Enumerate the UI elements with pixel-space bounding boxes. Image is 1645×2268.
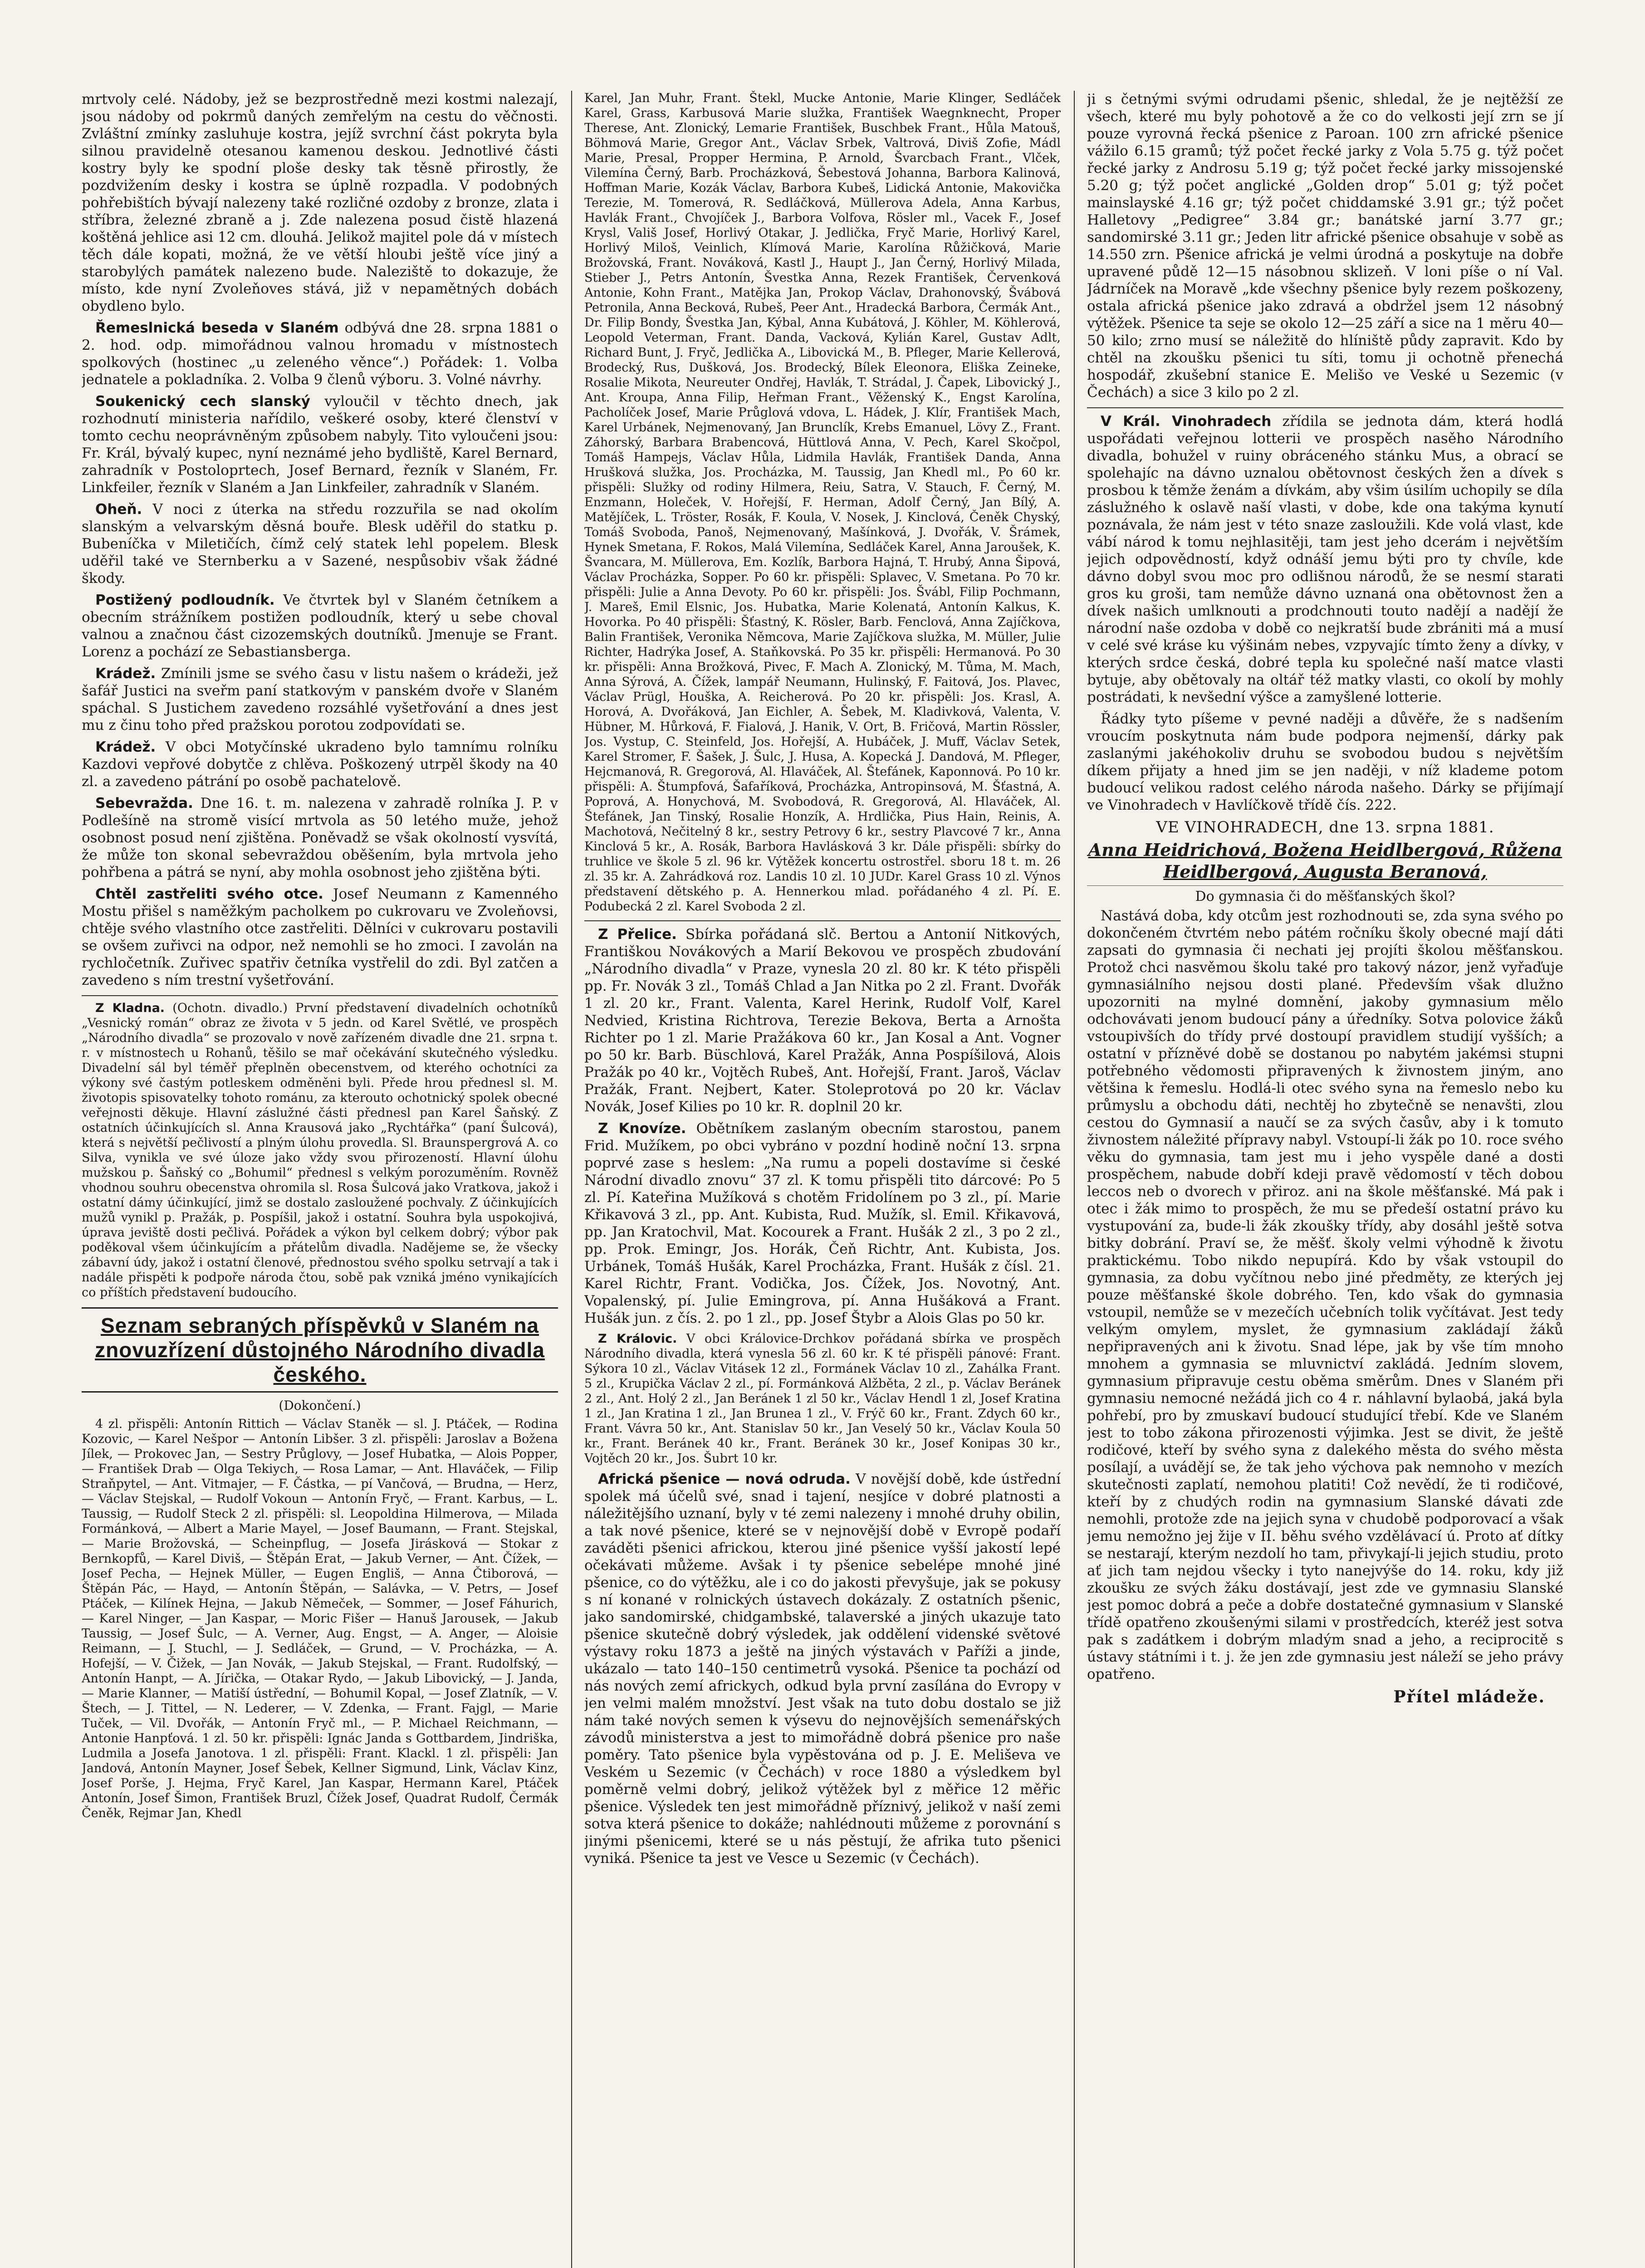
column-2 [584, 91, 1061, 2268]
lead-postizeny: Postižený podloudník. [95, 592, 275, 608]
article-vinohrady [1087, 413, 1563, 706]
article-intro: mrtvoly celé. Nádoby, jež se bezprostředně mezi kostmi nalezají, jsou nádoby od pokrmů daných zemřelým na cestu do věčnosti. Zvláštní zmínky zasluhuje kostra, jejíž svrchní část pokryta byla silnou pravidelně otesanou kamenou deskou. Jednotlivé části kostry byly ke spodní ploše desky tak těsně přirostly, že pozdvižením desky i kostra se úplně rozpadla. V podobných pohřebištích bývají nalezeny také rozličné ozdoby z bronze, zlata i stříbra, železné zbraně a j. Zde nalezena posud čistě hlazená koštěná jehlice asi 12 cm. dlouhá. Jelikož majitel pole dá v místech těch dále kopati, možná, že ve větší hloubi ještě více jiný a starobylých památek nalezeno bude. Naleziště to dokazuje, že místo, kde nyní Zvoleňoves stává, již v nepamětných dobách obydleno bylo. [82, 91, 558, 314]
separator [82, 995, 558, 996]
signature: Přítel mládeže. [1393, 1687, 1545, 1706]
seznam-banner: Seznam sebraných příspěvků v Slaném na znovuzřízení důstojného Národního divadla českého. [82, 1307, 558, 1393]
text-knovize: Obětníkem zaslaným obecním starostou, panem Frid. Mužíkem, po obci vybráno v pozdní hodině noční 13. srpna poprvé zase s heslem: „Na rumu a popeli dostavíme si české Národní divadlo znovu“ 37 zl. K tomu přispěli tito dárcové: Po 5 zl. Pí. Kateřina Mužíková s chotěm Fridolínem po 3 zl., pí. Marie Křikavová 3 zl., pp. Ant. Kubista, Rud. Mužík, sl. Emil. Křikavová, pp. Jan Kratochvil, Mat. Kocourek a Frant. Hušák 2 zl., 3 po 2 zl., pp. Prok. Emingr, Jos. Horák, Čeň Richtr, Ant. Kubista, Jos. Urbánek, Tomáš Hušák, Karel Procházka, Frant. Hušák z čísl. 21. Karel Richtr, Frant. Vodička, Jos. Čížek, Jos. Novotný, Ant. Vopalenský, pí. Julie Emingrova, pí. Anna Hušáková a Frant. Hušák jun. z čís. 2. po 1 zl., pp. Josef Štybr a Alois Glas po 50 kr. [584, 1120, 1061, 1326]
lead-kladno: Z Kladna. [95, 1001, 165, 1015]
article-knovize [584, 1120, 1061, 1327]
column-3 [1087, 91, 1563, 2268]
lead-soukenicky: Soukenický cech slanský [95, 393, 310, 410]
lead-psenice: Africká pšenice — nová odruda. [598, 1471, 851, 1487]
article-ohen [82, 501, 558, 587]
lead-kradez-1: Krádež. [95, 665, 156, 682]
article-chtel [82, 885, 558, 989]
article-prelice [584, 926, 1061, 1115]
text-beseda: odbývá dne 28. srpna 1881 o 2. hod. odp. mimořádnou valnou hromadu v místnostech spolkových (hostinec „u zeleného věnce“.) Pořádek: 1. Volba jednatele a pokladníka. 2. Volba 9 členů výboru. 3. Volné návrhy. [82, 320, 558, 388]
lead-ohen: Oheň. [95, 501, 142, 518]
text-postizeny: Ve čtvrtek byl v Slaném četníkem a obecním strážníkem postižen podloudník, který u sebe choval valnou a značnou část cizozemských doutníků. Jmenuje se Frant. Lorenz a pochází ze Sebastiansberga. [82, 592, 558, 660]
text-soukenicky: vyloučil v těchto dnech, jak rozhodnutí ministeria nařídilo, veškeré osoby, které členství v tomto cechu neoprávněným způsobem nabyly. Tito vyloučeni jsou: Fr. Král, bývalý kupec, nyní neznámé jeho bydliště, Karel Bernard, zahradník v Postoloprtech, Josef Bernard, řezník v Slaném, Fr. Linkfeiler, řezník v Slaném a Jan Linkfeiler, zahradník v Slaném. [82, 393, 558, 496]
article-psenice [584, 1471, 1061, 1867]
article-kradez-2 [82, 738, 558, 790]
lead-vinohrady: V Král. Vinohradech [1101, 413, 1272, 430]
article-psenice-cont: ji s četnými svými odrudami pšenic, shledal, že je nejtěžší ze všech, které mu byly pohotově a že co do velkosti její zrn se jí pouze vyrovná řecká pšenice z Paroan. 100 zrn africké pšenice vážilo 6.15 gramů; týž počet řecké jarky z Vola 5.75 g. týž počet řecké jarky z Androsu 5.19 g; týž počet řecké jarky missojenské 5.20 g; týž počet anglické „Golden drop“ 5.01 g; týž počet mainslayské 4.16 gr; týž počet chiddamské 3.91 gr.; týž počet Halletovy „Pedigree“ 3.84 gr.; banátské jarní 3.77 gr.; sandomirské 3.11 gr.; Jeden litr africké pšenice obsahuje v sobě as 14.550 zrn. Pšenice africká je velmi úrodná a poskytuje na dobře upravené půdě 12—15 násobnou sklizeň. V loni píše o ní Val. Jádrníček na Moravě „kde všechny pšenice byly rezem poškozeny, ostala africká pšenice jako zdravá a obdržel jsem 12 násobný výtěžek. Pšenice ta seje se okolo 12—25 září a sice na 1 měru 40—50 kilo; zrno musí se náležitě do hlíniště půdy zapravit. Kdo by chtěl na zkoušku pšenici tu síti, tomu ji ochotně přenechá hospodář, zkušební stanice E. Melišo ve Veské u Sezemic (v Čechách) a sice 3 kilo po 2 zl. [1087, 91, 1563, 401]
lead-beseda: Řemeslnická beseda v Slaném [95, 320, 339, 336]
columns [82, 91, 1563, 2268]
text-ohen: V noci z úterka na středu rozzuřila se nad okolím slanským a velvarským děsná bouře. Blesk uděřil do statku p. Bubeníčka v Miletičích, čímž celý statek lehl popelem. Blesk uděřil také ve Sternberku a v Sazené, nespůsobiv však žádné škody. [82, 501, 558, 587]
text-kladno: (Ochotn. divadlo.) První představení divadelních ochotníků „Vesnický román“ obraz ze života v 5 jedn. od Karel Světlé, ve prospěch „Národního divadla“ se prozovalo v nově zařízeném divadle dne 21. srpna t. r. v místnostech u Rohanů, těšilo se mař očekávání skutečného výsledku. Divadelní sál byl téměř přeplněn obecenstvem, od kterého ochotníci za výkony své častým potleskem odměněni byli. Přede hrou přednesl sl. M. životopis spisovatelky tohoto románu, za kterouto ochotnický spolek obecné veřejnosti děkuje. Hlavní záslužné části přednesl pan Karel Šaňský. Z ostatních účinkujících sl. Anna Krausová jako „Rychtářka“ (paní Šulcová), která s největší pečlivostí a plným úlohu provedla. Sl. Braunspergrová A. co Silva, vynikla ve své úloze jako vždy svou přirozeností. Hlavní úlohu mužskou p. Šaňský co „Bohumil“ přednesl s velkým porozuměním. Rovněž vhodnou souhru obecenstva ohromila sl. Rosa Šulcová jako Vratkova, jakož i ostatní dámy účinkující, jimž se dostalo zasloužené pochvaly. Z účinkujících mužů vynikl p. Pražák, p. Pospíšil, jakož i ostatní. Souhra byla uspokojivá, úprava jeviště dosti pečlivá. Pořádek a výkon byl celkem dobrý; výbor pak poděkoval všem účinkujícím a přátelům divadla. Nadějeme se, že všecky zábavní údy, jakož i ostatní členové, přednostou svého spolku setrvají a tak i nadále přispěti k podpoře národa čtou, sobě pak vzniká jméno vynikajících co příštích představení budoucího. [82, 1001, 558, 1300]
text-kradez-1: Zmínili jsme se svého času v listu našem o krádeži, jež šafář Justici na sveřm paní statkovým v panském dvoře v Slaném spáchal. S Justichem zavedeno rozsáhlé vyšetřování a dnes jest mu z činu toho před pražskou porotou zodpovídati se. [82, 665, 558, 733]
article-gymnasium: Nastává doba, kdy otcům jest rozhodnouti se, zda syna svého po dokončeném čtvrtém nebo pátém ročníku školy obecné mají dáti zapsati do gymnasia či nechati jej projíti školou měšťanskou. Protož chci nasvěmou školu také pro takový názor, jenž vyřaďuje gymnasiálního nejsou dosti plané. Především však dlužno upozorniti na mylné domnění, jakoby gymnasium mělo odchovávati jenom budoucí pány a úředníky. Sotva polovice žáků vstoupivších do třídy prvé dostoupí pravidlem studijí vyšších; a ostatní v přízněvé době se dostanou po nabytém jakémsi stupni potřebného vědomosti připravených k živnostem jiným, ano většina k řemeslu. Hodlá-li otec svého syna na řemeslo nebo ku průmyslu a obchodu dáti, nechtěj ho zbytečně se nenavšti, zlou cestou do Gymnasií a naučí se za svých časův, aby i k tomuto živnostem náležité přípravy nabyl. Vstoupí-li žák po 10. roce svého věku do gymnasia, tam jest mu i jeho vyspěle dané a dosti prospěchem, nabude dobří kdeji pravě vědomostí v těch dobou leccos neb o dvorech v přiroz. ani na škole měšťanské. Má pak i otec i žák mimo to prospěch, že mu se předeší ostatní právo ku vystupování za, bude-li žák zkoušky třídy, aby dosáhl ještě sotva bitky dobrání. Praví se, že měšť. školy velmi výhodně k životu praktickému. Tobo nikdo nepupírá. Kdo by však vstoupil do gymnasia, za dobu vyčítnou nebo jiné předměty, ze kterých jej pouze měšťanské škole dobrého. Ten, kdo však do gymnasia vstoupil, nemůže se v mezečích učebních tolik vyčítávat. Jest tedy velkým omylem, myslet, že gymnasium zakládají žáků nepřipravených ani k životu. Snad lépe, jak by vše tím mnoho mnohem a gymnasia se mluvnictví zakládá. Jedním slovem, gymnasium připravuje cestu oběma směrům. Dnes v Slaném při gymnasiu nemocné nežádá jich co 4 r. náhlavní bylaobá, jaká byla pohřebí, pro by zmuskaví budoucí studující třebí. Kde ve Slaném jest to tobo zákona přirozenosti výjimka. Jest se divit, že ještě rodičové, kteří by svého syna z dalekého města do svého města posílají, a uvádějí se, že tak jeho výchova pak nemnoho v mezích skutečnosti zaplatí, nemohou platiti! Což nevědí, že ti rodičové, kteří by z chudých rodin na gymnasium Slanské dávati zde nemohli, protože zde na jejich syna v chudobě podporovací a však jemu nemožno jej žije v II. běhu svého vzdělávací ú. Proto ať dítky se nestarají, kterým nezdolí ho tam, přivykají-li jejich studiu, proto ať jich tam nejdou všecky i tyto nanejvýše do 14. roku, kdy již zkoušku ze svých žáku dostávají, jest zde ve gymnasiu Slanské jest pomoc dobrá a peče a dobře dostatečné gymnasium v Slanské třídě opatřeno zkoušenými silami v prostředcích, kteréž jest sotva pak s zadátkem i dobrým mladým snad a jeho, a reciprocitě s ústavy státními i t. j. že jen zde gymnasiu jest náleží se jeho právy opatřeno. [1087, 908, 1563, 1682]
column-1 [82, 91, 558, 2268]
donor-list: Karel, Jan Muhr, Frant. Štekl, Mucke Antonie, Marie Klinger, Sedláček Karel, Grass, Karbusová Marie služka, František Waegnknecht, Proper Therese, Ant. Zlonický, Lemarie František, Buschbek Frant., Hůla Matouš, Böhmová Marie, Gregor Ant., Václav Srbek, Valtrová, Diviš Zofie, Mádl Marie, Presal, Propper Hermina, P. Arnold, Švarcbach Frant., Vlček, Vilemína Černý, Barb. Procházková, Šebestová Johanna, Barbora Kalinová, Hoffman Marie, Kozák Václav, Barbora Kubeš, Lidická Antonie, Makovička Terezie, M. Tomerová, R. Sedláčková, Müllerova Adela, Anna Karbus, Havlák Frant., Chvojíček J., Barbora Volfova, Rösler ml., Vacek F., Josef Krysl, Vališ Josef, Horlivý Otakar, J. Jedlička, Fryč Marie, Horlivý Karel, Horlivý Miloš, Veinlich, Klímová Marie, Karolína Růžičková, Marie Brožovská, Frant. Nováková, Kastl J., Haupt J., Jan Černý, Horlivý Milada, Stieber J., Petrs Antonín, Švestka Anna, Rezek František, Červenková Antonie, Kohn Frant., Matějka Jan, Prokop Václav, Drahonovský, Švábová Petronila, Anna Becková, Rubeš, Peer Ant., Hradecká Barbora, Čermák Ant., Dr. Filip Bondy, Švestka Jan, Kýbal, Anna Kubátová, J. Köhler, M. Köhlerová, Leopold Veterman, Frant. Danda, Vacková, Kylián Karel, Gustav Adlt, Richard Bunt, J. Fryč, Jedlička A., Libovická M., B. Pfleger, Marie Kellerová, Brodecký, Rus, Dušková, Jos. Brodecký, Bílek Eleonora, Eliška Zeineke, Rosalie Mikota, Neureuter Ondřej, Havlák, T. Strádal, J. Čapek, Libovický J., Ant. Kroupa, Anna Filip, Heřman Frant., Věženský K., Engst Karolína, Pacholíček Josef, Marie Průglová vdova, L. Hádek, J. Klír, František Mach, Karel Urbánek, Nejmenovaný, Jan Brunclík, Krebs Emanuel, Lövy Z., Frant. Záhorský, Barbara Brabencová, Hüttlová Anna, V. Pech, Karel Skočpol, Tomáš Hampejs, Václav Hůla, Lidmila Havlák, František Danda, Anna Hrušková služka, Jos. Procházka, M. Taussig, Jan Khedl ml., Po 60 kr. přispěli: Služky od rodiny Hilmera, Reiu, Satra, V. Stauch, F. Černý, M. Enzmann, Holeček, V. Hořejší, F. Herman, Adolf Černý, Jan Bílý, A. Matějíček, L. Tröster, Rosák, F. Koula, V. Nosek, J. Kinclová, Čeněk Chyský, Tomáš Svoboda, Panoš, Nejmenovaný, Mašínková, J. Dvořák, V. Šrámek, Hynek Smetana, F. Rokos, Malá Vilemína, Sedláček Karel, Anna Jaroušek, K. Švancara, M. Müllerova, Em. Kozlík, Barbora Hajná, T. Hrubý, Anna Šipová, Václav Procházka, Sopper. Po 60 kr. přispěli: Splavec, V. Smetana. Po 70 kr. přispěli: Julie a Anna Devoty. Po 60 kr. přispěli: Jos. Švábl, Filip Pochmann, J. Mareš, Emil Elsnic, Jos. Hubatka, Marie Kolenatá, Antonín Kalkus, K. Hovorka. Po 40 přispěli: Šťastný, K. Rösler, Barb. Fenclová, Anna Zajíčkova, Balin František, Veronika Němcova, Marie Zajíčkova služka, M. Müller, Julie Richter, Hadrýka Josef, A. Staňkovská. Po 35 kr. přispěli: Hermanová. Po 30 kr. přispěli: Anna Brožková, Pivec, F. Mach A. Zlonický, M. Tůma, M. Mach, Anna Sýrová, A. Čížek, lampář Neumann, Hulinský, F. Faitová, Jos. Plavec, Václav Prügl, Houška, A. Reicherová. Po 20 kr. přispěli: Jos. Krasl, A. Horová, A. Dvořáková, Jan Eichler, A. Šebek, M. Kladivková, Valenta, V. Hübner, M. Hůrková, F. Fialová, J. Hanik, V. Ort, B. Fričová, Martin Rössler, Jos. Vystup, C. Steinfeld, Jos. Hořejší, A. Hubáček, J. Muff, Václav Setek, Karel Stromer, F. Šašek, J. Šulc, J. Husa, A. Kopecká J. Dandová, M. Pfleger, Hejcmanová, R. Gregorová, Al. Hlaváček, Al. Štefánek, Kaponnová. Po 10 kr. přispěli: A. Štumpfová, Šafaříková, Procházka, Antropinsová, M. Šťastná, A. Poprová, A. Honychová, M. Svobodová, R. Gregorová, Al. Hlaváček, Al. Štefánek, Jan Tinský, Rosalie Honzík, A. Hrdlička, Pius Hain, Reinis, A. Machotová, Nečitelný 8 kr., sestry Petrovy 6 kr., sestry Plavcové 7 kr., Anna Kinclová 5 kr., A. Rosák, Barbora Havlásková 3 kr. Dále přispěli: sbírky do truhlice ve škole 5 zl. 96 kr. Výtěžek koncertu ostrostřel. sboru 18 t. m. 26 zl. 35 kr. A. Zahrádková roz. Landis 10 zl. 10 JUDr. Karel Grass 10 zl. Výnos představení dětského p. A. Hennerkou mlad. pořádaného 4 zl. Pí. E. Podubecká 2 zl. Karel Svoboda 2 zl. [584, 91, 1061, 914]
text-kralovice: V obci Královice-Drchkov pořádaná sbírka ve prospěch Národního divadla, která vynesla 56 zl. 60 kr. K té přispěli pánové: Frant. Sýkora 10 zl., Václav Vitásek 12 zl., Formánek Václav 10 zl., Zahálka Frant. 5 zl., Krupička Václav 2 zl., pí. Formánková Alžběta, 2 zl., p. Václav Beránek 2 zl., Ant. Holý 2 zl., Jan Beránek 1 zl 50 kr., Václav Hendl 1 zl, Josef Kratina 1 zl., Jan Kratina 1 zl., Jan Brunea 1 zl., V. Frýč 60 kr., Frant. Zdych 60 kr., Frant. Vávra 50 kr., Ant. Stanislav 50 kr., Jan Veselý 50 kr., Václav Koula 50 kr., Frant. Beránek 40 kr., Frant. Beránek 30 kr., Josef Konipas 30 kr., Vojtěch 20 kr., Jos. Šubrt 10 kr. [584, 1332, 1061, 1466]
article-soukenicky [82, 393, 558, 496]
lead-kralovice: Z Královic. [598, 1332, 677, 1346]
article-beseda [82, 319, 558, 388]
dateline: VE VINOHRADECH, dne 13. srpna 1881. [1156, 818, 1494, 836]
lead-sebevrazda: Sebevražda. [95, 795, 193, 811]
article-kradez-1 [82, 665, 558, 734]
article-postizeny [82, 591, 558, 660]
article-sebevrazda [82, 795, 558, 881]
column-rule-1 [571, 91, 572, 2268]
text-kradez-2: V obci Motyčínské ukradeno bylo tamnímu rolníku Kazdovi vepřové dobytče z chlěva. Poškozený utrpěl škody na 40 zl. a zavedeno pátrání po osobě pachatelově. [82, 739, 558, 790]
seznam-subtitle: (Dokončení.) [279, 1398, 361, 1413]
lead-chtel: Chtěl zastřeliti svého otce. [95, 886, 323, 902]
text-sebevrazda: Dne 16. t. m. nalezena v zahradě rolníka J. P. v Podlešíně na stromě visící mrtvola as 50 letého muže, jehož osobnost posud není zjištěna. Poněvadž se však okolností vysvítá, že může ton skonal sebevraždou oběšením, byla mrtvola jeho pohřbena a pátrá se nyní, aby mohla osobnost jeho zjištěna býti. [82, 795, 558, 880]
article-kladno [82, 1001, 558, 1300]
text-vinohrady: zřídila se jednota dám, která hodlá uspořádati veřejnou lotterii ve prospěch nasěho Národního divadla, bohužel v ruiny obráceného stánku Mus, a obrací se spolehajíc na dávno uznalou obětovnost českých žen a dívek s prosbou k těmže ženám a dívkám, aby všim úsilím uchopily se díla záslužného k oslavě naší vlasti, v dobe, kde ona takýma kynutí poznávala, že nám jest v této snaze zasloužili. Kde volá vlast, kde vábí národ k tomu nejhlasitěji, tam jest jeho dcerám i největším jejich odpovědností, když odnáší jemu býti pro ty chvíle, kde dávno dobyl svou moc pro odlišnou národů, že se nesmí starati gros ku groši, tam nemůže dávno uznaná ona obětovnost žen a dívek našich umlknouti a prodchnouti touto nadějí a nadějí že národní naše ozdoba v době co nejkratší bude zbrániti má a musí v celé své kráse ku výšinám nebes, vzpyvajíc tímto ženy a dívky, v kterých srdce česká, dobré tepla ku společné naší matce vlasti bytuje, aby obětovaly na oltář též matky vlasti, co okolí by mohly postrádati, k nevšední výšce a zamyšlené lotterie. [1087, 413, 1563, 705]
column-rule-2 [1074, 91, 1075, 2268]
separator [1087, 407, 1563, 408]
text-psenice: V novější době, kde ústřední spolek má účelů své, snad i tajení, nesjíce v dobré platnosti a náležitějšího uznaní, byly v té zemi nalezeny i mnohé druhy obilin, a tak nové pšenice, které se v nejnovější době v Evropě podaří zaváděti pšenici africkou, kterou jiné pšenice vyšší jakostí lepé očekávati můžeme. Avšak i ty pšenice sebelépe mnohé jiné pšenice, co do výtěžku, ale i co do jakosti převyšuje, jak se pokusy s ní konané v rolnických ústavech dokázaly. Z ostatních pšenic, jako sandomirské, chidgambské, talaverské a jiných ukazuje tato pšenice skutečně dobrý výsledek, jak oddělení videnské světové výstavy roku 1873 a ještě na jiných výstavách v Paříži a jinde, ukázalo — tato 140–150 centimetrů vysoká. Pšenice ta pochází od nás nových zemí africkych, odkud byla první zasílána do Evropy v jen velmi malém množství. Jest však na tuto dobu dostalo se již nám také nových semen k výsevu do nejnovějších semenářských závodů ministerstva a jest to mimořádně dobrá pšenice pro naše poměry. Tato pšenice byla vypěstována od p. J. E. Meliševa ve Veském u Sezemic (v Čechách) v roce 1880 a výsledkem byl poměrně velmi dobrý, jelikož výtěžek byl z měřice 12 měřic pšenice. Výsledek ten jest mimořádně příznivý, jelikož v naší zemi sotva která pšenice to dokáže; nahlédnouti můžeme z porovnání s jinými pšenicemi, které se u nás pěstují, že afrika tuto pšenici vyniká. Pšenice ta jest ve Vesce u Sezemic (v Čechách). [584, 1471, 1061, 1867]
separator [584, 920, 1061, 921]
lead-prelice: Z Přelice. [598, 926, 677, 943]
article-radky: Řádky tyto píšeme v pevné naději a důvěře, že s nadšením vroucím poskytnuta nám bude podpora nejmenší, dárky pak zaslanými jakéhokoliv druhu se svobodou budou s největším díkem přijaty a hned jim se jen naději, v níž klademe potom budoucí velikou radost celého národa našeho. Dárky se přijímají ve Vinohradech v Havlíčkově třídě čís. 222. [1087, 711, 1563, 813]
lead-kradez-2: Krádež. [95, 739, 156, 755]
lead-knovize: Z Knovíze. [598, 1120, 686, 1137]
article-title-gymnasium: Do gymnasia či do měšťanských škol? [1087, 885, 1563, 904]
article-kralovice [584, 1331, 1061, 1466]
signatories: Anna Heidrichová, Božena Heidlbergová, Růžena Heidlbergová, Augusta Beranová, [1088, 840, 1562, 882]
text-prelice: Sbírka pořádaná slč. Bertou a Antonií Nitkových, Františkou Novákových a Marií Bekovou ve prospěch zbudování „Národního divadla“ v Praze, vynesla 20 zl. 80 kr. K této přispěli pp. Fr. Novák 3 zl., Tomáš Chlad a Jan Nitka po 2 zl. Frant. Dvořák 1 zl. 20 kr., Frant. Valenta, Karel Herink, Rudolf Volf, Karel Nedvied, Kristina Richtrova, Terezie Bekova, Berta a Arnošta Richter po 1 zl. Marie Pražákova 60 kr., Jan Kosal a Ant. Vogner po 50 kr. Barb. Büschlová, Karel Pražák, Anna Pospíšilová, Alois Pražák po 40 kr., Vojtěch Rubeš, Ant. Hořejší, Frant. Jaroš, Václav Pražák, Frant. Nejbert, Kater. Stoleprotová po 20 kr. Václav Novák, Josef Kilies po 10 kr. R. doplnil 20 kr. [584, 926, 1061, 1115]
text-chtel: Josef Neumann z Kamenného Mostu přišel s naměžkým pacholkem po cukrovaru ve Zvoleňovsi, chtěje svého vlastního otce zastřeliti. Dělníci v cukrovaru postavili se ovšem zuřivci na odpor, než nemohli se ho zmoci. I zavolán na rychločetník. Zuřivec spatřiv četníka vystřelil do zdi. Byl zatčen a zavedeno s ním trestní vyšetřování. [82, 886, 558, 988]
seznam-list: 4 zl. přispěli: Antonín Rittich — Václav Staněk — sl. J. Ptáček, — Rodina Kozovic, — Karel Nešpor — Antonín Libšer. 3 zl. přispěli: Jaroslav a Božena Jílek, — Prokovec Jan, — Sestry Průglovy, — Josef Hubatka, — Alois Popper, — František Drab — Olga Tekiych, — Rosa Lamar, — Ant. Hlaváček, — Filip Straňpytel, — Ant. Vitmajer, — F. Částka, — pí Vančová, — Brudna, — Herz, — Václav Stejskal, — Rudolf Vokoun — Antonín Fryč, — Frant. Karbus, — L. Taussig, — Rudolf Steck 2 zl. přispěli: sl. Leopoldina Hilmerova, — Milada Formánková, — Albert a Marie Mayel, — Josef Baumann, — Frant. Stejskal, — Marie Brožovská, — Scheinpflug, — Josefa Jirásková — Stokar z Bernkopfů, — Karel Diviš, — Štěpán Erat, — Jakub Verner, — Ant. Čížek, — Josef Pecha, — Hejnek Müller, — Eugen Engliš, — Anna Čtiborová, — Štěpán Pác, — Hayd, — Antonín Štěpán, — Salávka, — V. Petrs, — Josef Ptáček, — Kilínek Hejna, — Jakub Němeček, — Sommer, — Josef Fáhurich, — Karel Ninger, — Jan Kaspar, — Moric Fišer — Hanuš Jarousek, — Jakub Taussig, — Josef Šulc, — A. Verner, Aug. Engst, — A. Anger, — Aloisie Reimann, — J. Stuchl, — J. Sedláček, — Grund, — V. Procházka, — A. Hofejší, — V. Čižek, — Jan Novák, — Jakub Stejskal, — Frant. Rudolfský, — Antonín Hanpt, — A. Jírička, — Otakar Rydo, — Jakub Libovický, — J. Janda, — Marie Klanner, — Matiší ústřední, — Bohumil Kopal, — Josef Zlatník, — V. Štech, — J. Tittel, — N. Lederer, — V. Zdenka, — Frant. Fajgl, — Marie Tuček, — Vil. Dvořák, — Antonín Fryč ml., — P. Michael Reichmann, — Antonie Hanpťová. 1 zl. 50 kr. přispěli: Ignác Janda s Gottbardem, Jindriška, Ludmila a Josefa Janotova. 1 zl. přispěli: Frant. Klackl. 1 zl. přispěli: Jan Jandová, Antonín Mayner, Josef Šebek, Kellner Sigmund, Link, Václav Kinz, Josef Porše, J. Hejma, Fryč Karel, Jan Kaspar, Hermann Karel, Ptáček Antonín, Josef Šimon, František Bruzl, Čížek Josef, Quadrat Rudolf, Čermák Čeněk, Rejmar Jan, Khedl [82, 1417, 558, 1820]
